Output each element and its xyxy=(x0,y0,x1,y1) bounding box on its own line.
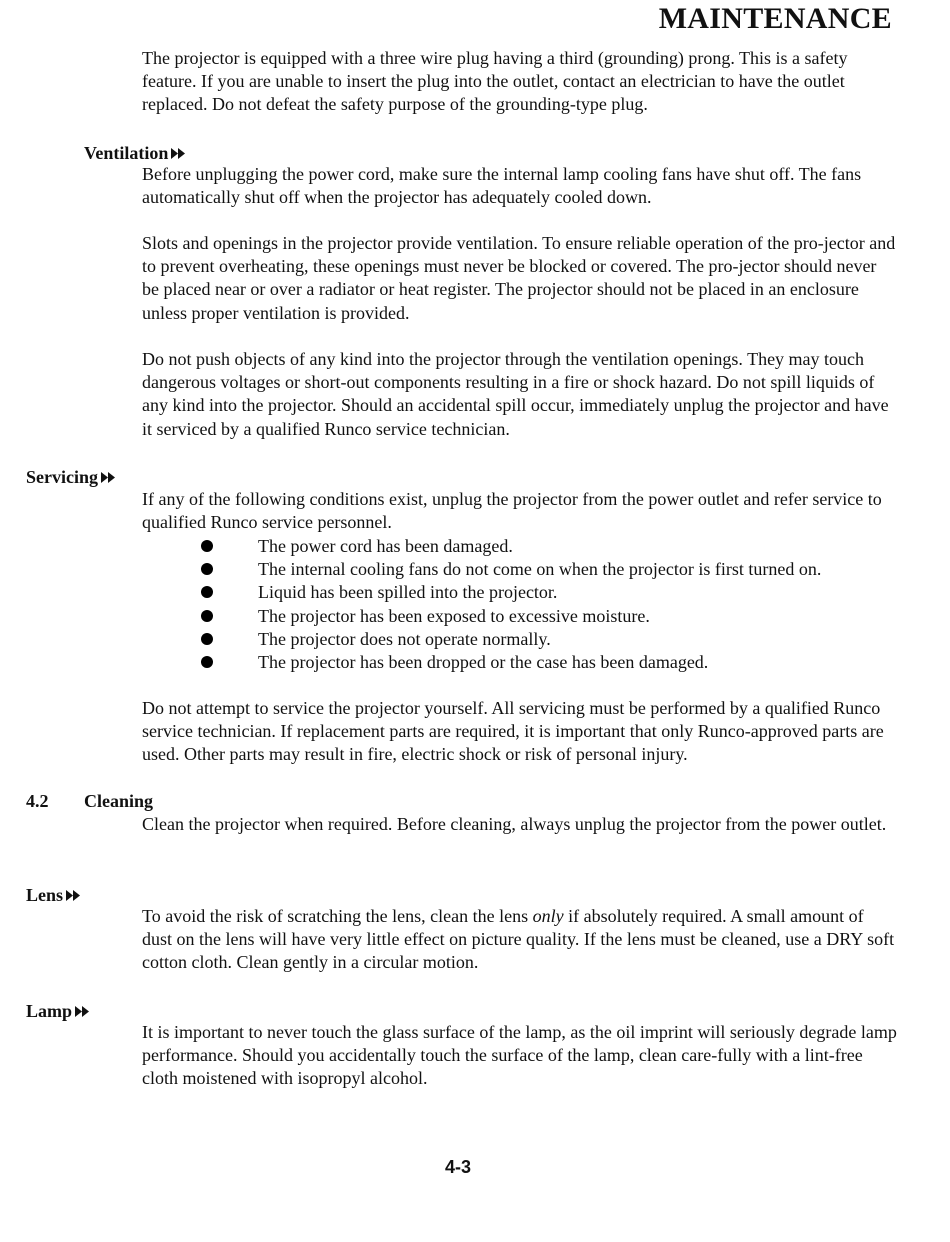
double-arrow-right-icon xyxy=(101,472,116,483)
lamp-heading xyxy=(26,1000,90,1023)
servicing-heading xyxy=(26,466,116,489)
bullet-icon xyxy=(201,586,213,598)
bullet-icon xyxy=(201,540,213,552)
list-item: The internal cooling fans do not come on when the projector is first turned on. xyxy=(142,558,912,581)
servicing-intro: If any of the following conditions exist, unplug the projector from the power outlet and refer service to qualified Runco service personnel. xyxy=(142,489,882,533)
bullet-icon xyxy=(201,563,213,575)
cleaning-heading-label: Cleaning xyxy=(84,791,154,811)
double-arrow-right-icon xyxy=(66,890,81,901)
ventilation-paragraph-1: Before unplugging the power cord, make sure the internal lamp cooling fans have shut off. The fans automatically shut off when the projector has adequately cooled down. xyxy=(142,164,862,208)
cleaning-paragraph: Clean the projector when required. Before cleaning, always unplug the projector from the power outlet. xyxy=(142,814,887,834)
servicing-closing: Do not attempt to service the projector yourself. All servicing must be performed by a qualified Runco service technician. If replacement parts are required, it is important that only Runco-approved parts are used. Other parts may result in fire, electric shock or risk of personal injury. xyxy=(142,698,884,765)
emphasis-only: only xyxy=(532,906,564,926)
bullet-icon xyxy=(201,610,213,622)
list-item: The projector does not operate normally. xyxy=(142,628,912,651)
ventilation-paragraph-3: Do not push objects of any kind into the projector through the ventilation openings. They may touch dangerous voltages or short-out components resulting in a fire or shock hazard. Do not spill liquids of any kind into the projector. Should an accidental spill occur, immediately unplug the projector and have it serviced by a qualified Runco service technician. xyxy=(142,349,889,439)
lamp-paragraph: It is important to never touch the glass surface of the lamp, as the oil imprint will seriously degrade lamp performance. Should you accidentally touch the surface of the lamp, clean care-fully with a lint-free cloth moistened with isopropyl alcohol. xyxy=(142,1022,897,1089)
list-item: The power cord has been damaged. xyxy=(142,535,912,558)
servicing-heading-label: Servicing xyxy=(26,467,98,487)
lens-paragraph: To avoid the risk of scratching the lens, clean the lens only if absolutely required. A small amount of dust on the lens will have very little effect on picture quality. If the lens must be cleaned, use a DRY soft cotton cloth. Clean gently in a circular motion. xyxy=(142,906,895,973)
list-item: The projector has been dropped or the case has been damaged. xyxy=(142,651,912,674)
double-arrow-right-icon xyxy=(75,1006,90,1017)
intro-paragraph: The projector is equipped with a three wire plug having a third (grounding) prong. This is a safety feature. If you are unable to insert the plug into the outlet, contact an electrician to have the outlet replaced. Do not defeat the safety purpose of the grounding-type plug. xyxy=(142,48,848,115)
ventilation-heading-label: Ventilation xyxy=(84,143,169,163)
bullet-icon xyxy=(201,633,213,645)
servicing-conditions-list xyxy=(142,535,912,674)
page-number: 4-3 xyxy=(444,1157,471,1177)
lens-heading xyxy=(26,884,81,907)
list-item: Liquid has been spilled into the projector. xyxy=(142,581,912,604)
lamp-heading-label: Lamp xyxy=(26,1001,73,1021)
ventilation-heading xyxy=(84,142,186,165)
lens-heading-label: Lens xyxy=(26,885,64,905)
ventilation-paragraph-2: Slots and openings in the projector provide ventilation. To ensure reliable operation of the pro-jector and to prevent overheating, these openings must never be blocked or covered. The pro-jector should never be placed near or over a radiator or heat register. The projector should not be placed in an enclosure unless proper ventilation is provided. xyxy=(142,233,896,323)
double-arrow-right-icon xyxy=(171,148,186,159)
cleaning-heading xyxy=(26,790,153,813)
page-title: MAINTENANCE xyxy=(658,2,892,35)
bullet-icon xyxy=(201,656,213,668)
section-number: 4.2 xyxy=(26,791,49,811)
list-item: The projector has been exposed to excessive moisture. xyxy=(142,605,912,628)
